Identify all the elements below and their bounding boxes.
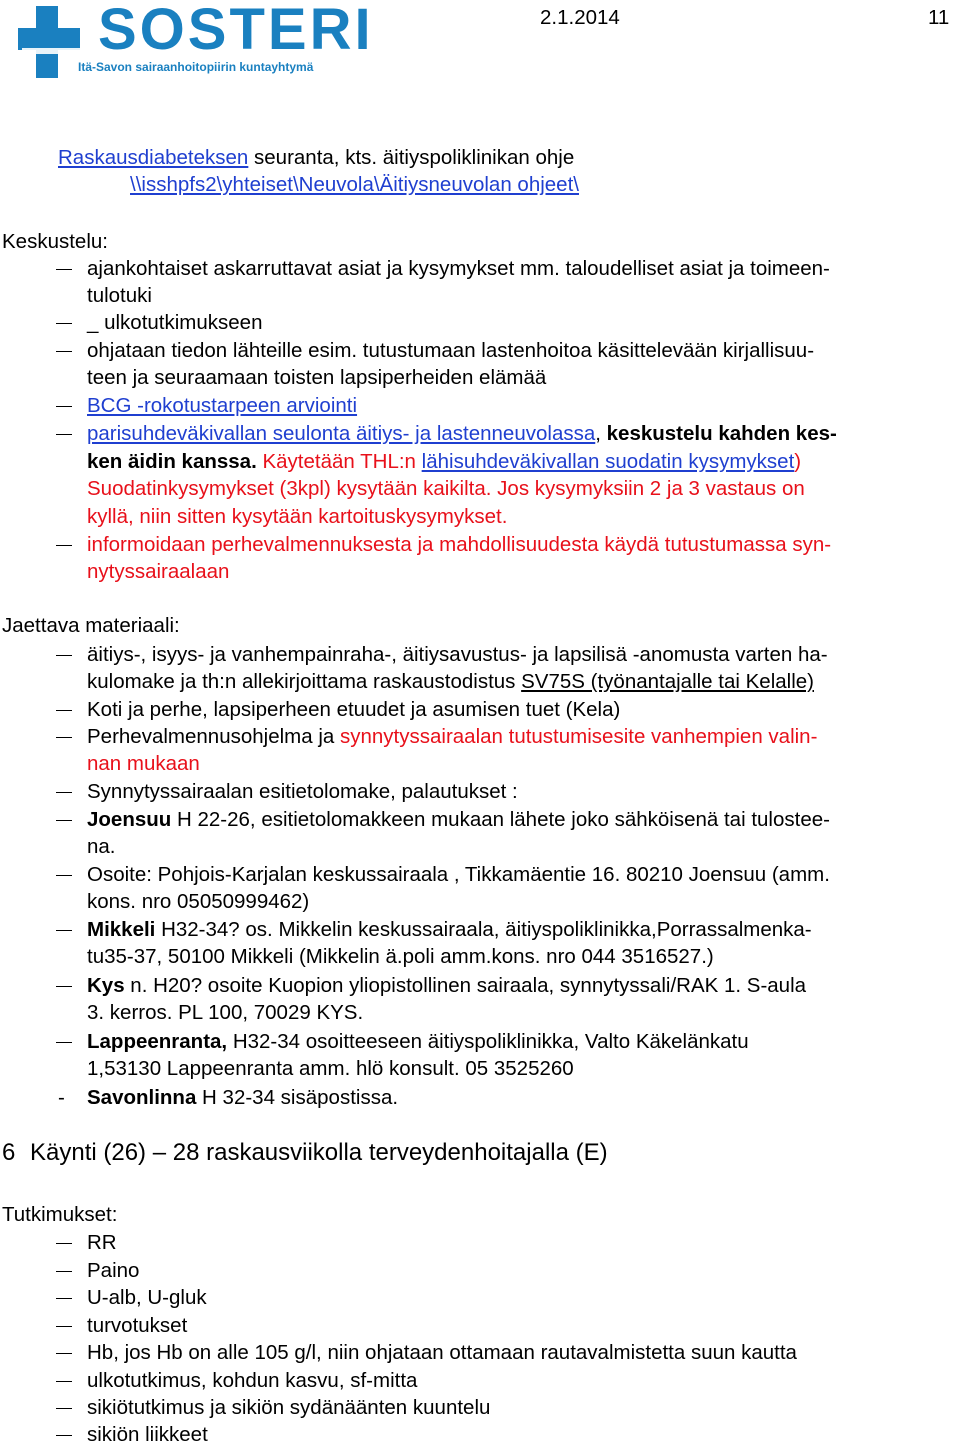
underscore-mark: _	[87, 311, 99, 334]
tutkimus-item: RR	[87, 1231, 117, 1254]
section-6-title: Käynti (26) – 28 raskausviikolla terveydenhoitajalla (E)	[30, 1139, 608, 1166]
keskustelu-bold-1: keskustelu kahden kes-	[606, 422, 837, 445]
bullet-dash	[56, 545, 72, 546]
keskustelu-item-2	[87, 311, 263, 335]
tutkimus-item: Paino	[87, 1259, 140, 1282]
materiaali-item-4: Synnytyssairaalan esitietolomake, palautukset :	[87, 780, 518, 803]
bullet-dash	[56, 1435, 72, 1436]
logo-wordmark: SOSTERI	[98, 0, 374, 62]
materiaali-item-5-line-1	[87, 808, 830, 832]
bullet-dash	[56, 792, 72, 793]
keskustelu-item-6-line-1: informoidaan perhevalmennuksesta ja mahdollisuudesta käydä tutustumassa syn-	[87, 533, 832, 556]
savonlinna-label: Savonlinna	[87, 1086, 197, 1109]
keskustelu-item-4	[87, 394, 357, 418]
keskustelu-item-5-line-3	[87, 477, 805, 501]
tutkimus-item: turvotukset	[87, 1314, 188, 1337]
bullet-dash	[56, 1408, 72, 1409]
keskustelu-item-3-line-1: ohjataan tiedon lähteille esim. tutustumaan lastenhoitoa käsittelevään kirjallisuu-	[87, 339, 815, 362]
materiaali-item-8-line-2: 3. kerros. PL 100, 70029 KYS.	[87, 1001, 364, 1024]
savonlinna-dash: -	[58, 1086, 65, 1109]
materiaali-item-7-line-1	[87, 918, 812, 942]
materiaali-item-3-line-1	[87, 725, 817, 749]
joensuu-text: H 22-26, esitietolomakkeen mukaan lähete joko sähköisenä tai tulostee-	[171, 808, 830, 831]
bullet-dash	[56, 710, 72, 711]
bullet-dash	[56, 1271, 72, 1272]
sv75s-underlined: SV75S (työnantajalle tai Kelalle)	[521, 670, 814, 693]
tutkimus-item: Hb, jos Hb on alle 105 g/l, niin ohjataan ottamaan rautavalmistetta suun kautta	[87, 1341, 797, 1364]
materiaali-item-9-line-2: 1,53130 Lappeenranta amm. hlö konsult. 05 3525260	[87, 1057, 574, 1080]
ohjeet-path-link[interactable]: \\isshpfs2\yhteiset\Neuvola\Äitiysneuvolan ohjeet\	[130, 173, 579, 196]
section-6-number: 6	[2, 1139, 16, 1166]
materiaali-item-6-line-1: Osoite: Pohjois-Karjalan keskussairaala , Tikkamäentie 16. 80210 Joensuu (amm.	[87, 863, 830, 886]
kys-label: Kys	[87, 974, 125, 997]
kys-text: n. H20? osoite Kuopion yliopistollinen sairaala, synnytyssali/RAK 1. S-aula	[124, 974, 807, 997]
materiaali-item-9-line-1	[87, 1030, 749, 1054]
bullet-dash	[56, 986, 72, 987]
bullet-dash	[56, 930, 72, 931]
bullet-dash	[56, 434, 72, 435]
keskustelu-item-1-line-2: tulotuki	[87, 284, 152, 307]
keskustelu-item-2-text: ulkotutkimukseen	[98, 311, 263, 334]
tutkimus-item: sikiön liikkeet	[87, 1423, 208, 1446]
bullet-dash	[56, 351, 72, 352]
keskustelu-item-3-line-2: teen ja seuraamaan toisten lapsiperheiden elämää	[87, 366, 547, 389]
keskustelu-item-6-line-2: nytyssairaalaan	[87, 560, 230, 583]
bullet-dash	[56, 406, 72, 407]
bullet-dash	[56, 1353, 72, 1354]
intro-line-1	[58, 146, 574, 170]
materiaali-item-8-line-1	[87, 974, 806, 998]
thl-text: Käytetään THL:n	[256, 450, 422, 473]
bullet-dash	[56, 1381, 72, 1382]
materiaali-item-3-line-2: nan mukaan	[87, 752, 200, 775]
bullet-dash	[56, 875, 72, 876]
suodatin-text: Suodatinkysymykset (3kpl) kysytään kaikilta.	[87, 477, 492, 500]
tutustumisesite-text: synnytyssairaalan tutustumisesite vanhempien valin-	[339, 725, 818, 748]
joensuu-label: Joensuu	[87, 808, 172, 831]
tutkimus-item: sikiötutkimus ja sikiön sydänäänten kuuntelu	[87, 1396, 491, 1419]
materiaali-item-1-line-2	[87, 670, 814, 694]
mikkeli-label: Mikkeli	[87, 918, 156, 941]
lappeenranta-text: H32-34 osoitteeseen äitiyspoliklinikka, Valto Käkelänkatu	[227, 1030, 749, 1053]
savonlinna-text: H 32-34 sisäpostissa.	[196, 1086, 399, 1109]
bullet-dash	[56, 1298, 72, 1299]
suodatin-link[interactable]: lähisuhdeväkivallan suodatin kysymykset	[421, 450, 795, 473]
materiaali-item-7-line-2: tu35-37, 50100 Mikkeli (Mikkelin ä.poli amm.kons. nro 044 3516527.)	[87, 945, 714, 968]
bullet-dash	[56, 1326, 72, 1327]
materiaali-item-5-line-2: na.	[87, 835, 116, 858]
keskustelu-heading: Keskustelu:	[2, 230, 108, 253]
keskustelu-item-5-line-2	[87, 450, 801, 474]
keskustelu-item-5-line-4: kyllä, niin sitten kysytään kartoituskysymykset.	[87, 505, 508, 528]
lappeenranta-label: Lappeenranta,	[87, 1030, 228, 1053]
materiaali-item-2: Koti ja perhe, lapsiperheen etuudet ja asumisen tuet (Kela)	[87, 698, 621, 721]
close-paren: )	[794, 450, 802, 473]
mikkeli-text: H32-34? os. Mikkelin keskussairaala, äitiyspoliklinikka,Porrassalmenka-	[155, 918, 812, 941]
header-date: 2.1.2014	[540, 6, 620, 29]
materiaali-item-1-text: kulomake ja th:n allekirjoittama raskaustodistus	[87, 670, 522, 693]
materiaali-item-6-line-2: kons. nro 05050999462)	[87, 890, 310, 913]
raskausdiabetes-link[interactable]: Raskausdiabeteksen	[58, 146, 249, 169]
bullet-dash	[56, 269, 72, 270]
bullet-dash	[56, 737, 72, 738]
bullet-dash	[56, 1243, 72, 1244]
bullet-dash	[56, 655, 72, 656]
sosteri-logo	[14, 0, 374, 80]
intro-line-2	[130, 173, 579, 197]
materiaali-item-1-line-1: äitiys-, isyys- ja vanhempainraha-, äitiysavustus- ja lapsilisä -anomusta varten ha-	[87, 643, 828, 666]
tutkimus-item: U-alb, U-gluk	[87, 1286, 207, 1309]
bullet-dash	[56, 1042, 72, 1043]
tutkimus-item: ulkotutkimus, kohdun kasvu, sf-mitta	[87, 1369, 418, 1392]
keskustelu-item-5-line-1	[87, 422, 837, 446]
tutkimukset-heading: Tutkimukset:	[2, 1203, 118, 1226]
bullet-dash	[56, 323, 72, 324]
bullet-dash	[56, 820, 72, 821]
intro-text: seuranta, kts. äitiyspoliklinikan ohje	[248, 146, 575, 169]
materiaali-heading: Jaettava materiaali:	[2, 614, 180, 637]
keskustelu-item-1-line-1: ajankohtaiset askarruttavat asiat ja kysymykset mm. taloudelliset asiat ja toimeen-	[87, 257, 830, 280]
parisuhdevakivalta-link[interactable]: parisuhdeväkivallan seulonta äitiys- ja lastenneuvolassa	[87, 422, 596, 445]
comma: ,	[595, 422, 607, 445]
perhevalmennus-text: Perhevalmennusohjelma ja	[87, 725, 340, 748]
jos-text: Jos kysymyksiin 2 ja 3 vastaus on	[491, 477, 805, 500]
materiaali-item-10	[87, 1086, 398, 1110]
header-page-number: 11	[928, 6, 950, 29]
logo-subtitle: Itä-Savon sairaanhoitopiirin kuntayhtymä	[78, 60, 314, 74]
keskustelu-bold-2: ken äidin kanssa.	[87, 450, 257, 473]
bcg-link[interactable]: BCG -rokotustarpeen arviointi	[87, 394, 358, 417]
